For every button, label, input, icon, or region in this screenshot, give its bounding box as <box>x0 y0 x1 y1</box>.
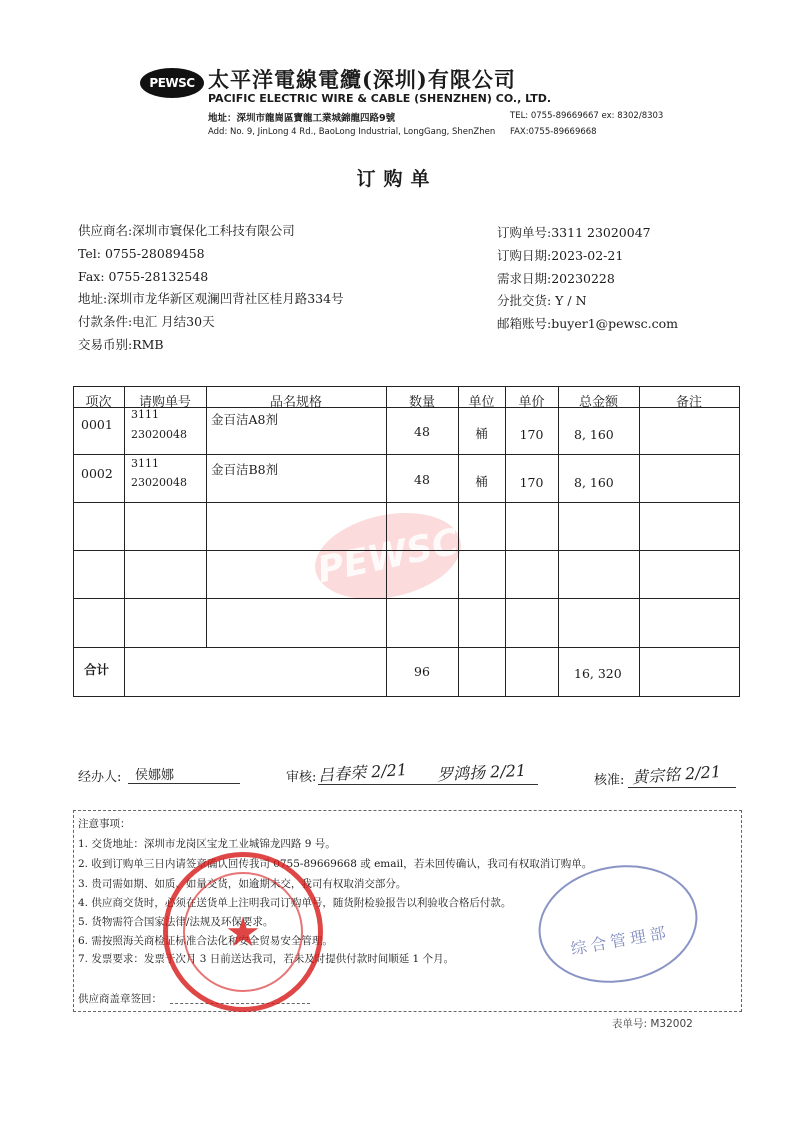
note-4: 4. 供应商交货时，必须在送货单上注明我司订购单号，随货附检验报告以利验收合格后付款。 <box>78 897 512 909</box>
col-requisition: 请购单号 <box>138 395 191 410</box>
supplier-tel: Tel: 0755-28089458 <box>78 245 205 261</box>
supplier-name: 供应商名:深圳市寰保化工科技有限公司 <box>78 223 295 238</box>
note-7: 7. 发票要求：发票于次月 3 日前送达我司，若未及时提供付款时间顺延 1 个月。 <box>78 953 455 965</box>
notes-title: 注意事项： <box>78 818 131 830</box>
row2-item: 0002 <box>81 466 113 481</box>
row2-req-1: 3111 <box>131 457 159 470</box>
row2-qty: 48 <box>414 472 430 487</box>
col-amount: 总金额 <box>578 395 618 410</box>
col-remark: 备注 <box>675 395 702 410</box>
row2-unit: 桶 <box>475 474 488 489</box>
review-signature-2: 罗鸿扬 2/21 <box>436 760 527 785</box>
supplier-stamp-label: 供应商盖章签回： <box>78 993 162 1005</box>
company-address-en: Add: No. 9, JinLong 4 Rd., BaoLong Industrial, LongGang, ShenZhen <box>208 127 496 137</box>
seal-star-icon: ★ <box>225 910 261 956</box>
note-5: 5. 货物需符合国家法律/法规及环保要求。 <box>78 916 274 928</box>
handler-name: 侯娜娜 <box>135 768 175 783</box>
approve-label: 核准: <box>594 773 625 788</box>
document-title: 订购单 <box>356 168 438 190</box>
total-amount: 16, 320 <box>574 666 622 681</box>
col-qty: 数量 <box>408 395 435 410</box>
order-number: 订购单号:3311 23020047 <box>497 225 651 240</box>
order-date: 订购日期:2023-02-21 <box>497 247 624 263</box>
company-name-cn: 太平洋電線電纜(深圳)有限公司 <box>208 67 516 92</box>
note-1: 1. 交货地址：深圳市龙岗区宝龙工业城锦龙四路 9 号。 <box>78 838 336 850</box>
total-qty: 96 <box>414 664 430 679</box>
company-fax: FAX:0755-89669668 <box>510 127 597 137</box>
row1-price: 170 <box>519 427 544 442</box>
row1-item: 0001 <box>81 417 113 432</box>
row2-product: 金百洁B8剂 <box>211 462 279 477</box>
col-unit: 单位 <box>468 395 495 410</box>
row1-req-1: 3111 <box>131 408 159 421</box>
payment-terms: 付款条件:电汇 月结30天 <box>78 314 215 330</box>
row1-req-2: 23020048 <box>131 428 187 441</box>
col-product: 品名规格 <box>269 395 322 410</box>
col-item: 项次 <box>85 395 112 410</box>
total-label: 合计 <box>84 662 110 677</box>
col-price: 单价 <box>518 395 545 410</box>
note-2: 2. 收到订购单三日内请签章确认回传我司 0755-89669668 或 email，若未回传确认，我司有权取消订购单。 <box>78 858 593 870</box>
review-label: 审核: <box>286 770 317 785</box>
company-address-cn: 地址：深圳市龍崗區寶龍工業城錦龍四路9號 <box>208 113 396 124</box>
order-info <box>497 222 678 336</box>
row1-amount: 8, 160 <box>574 427 614 442</box>
supplier-fax: Fax: 0755-28132548 <box>78 268 209 284</box>
currency: 交易币别:RMB <box>78 336 164 352</box>
company-seal-text: 综合管理部 <box>569 922 672 959</box>
company-logo: PEWSC <box>140 68 204 98</box>
company-tel: TEL: 0755-89669667 ex: 8302/8303 <box>510 111 664 121</box>
row2-amount: 8, 160 <box>574 475 614 490</box>
supplier-info <box>78 220 344 357</box>
row1-unit: 桶 <box>475 426 488 441</box>
row2-req-2: 23020048 <box>131 476 187 489</box>
handler-label: 经办人: <box>78 770 122 785</box>
note-6: 6. 需按照海关商检证标准合法化和安全贸易安全管理。 <box>78 935 333 947</box>
review-signature-1: 吕春荣 2/21 <box>317 759 408 786</box>
supplier-address: 地址:深圳市龙华新区观澜凹背社区桂月路334号 <box>78 291 344 307</box>
row1-product: 金百洁A8剂 <box>211 412 278 427</box>
row2-price: 170 <box>519 475 544 490</box>
pewsc-watermark: PEWSC <box>307 501 469 612</box>
required-date: 需求日期:20230228 <box>497 270 615 286</box>
company-name-en: PACIFIC ELECTRIC WIRE & CABLE (SHENZHEN) CO., LTD. <box>208 92 552 105</box>
email-account: 邮箱账号:buyer1@pewsc.com <box>497 316 679 332</box>
row1-qty: 48 <box>414 424 430 439</box>
partial-delivery: 分批交货: Y / N <box>497 293 587 309</box>
approve-signature: 黄宗铭 2/21 <box>631 761 722 788</box>
form-number: 表单号: M32002 <box>612 1018 693 1030</box>
note-3: 3. 贵司需如期、如质、如量交货，如逾期未交，我司有权取消交部分。 <box>78 878 407 890</box>
